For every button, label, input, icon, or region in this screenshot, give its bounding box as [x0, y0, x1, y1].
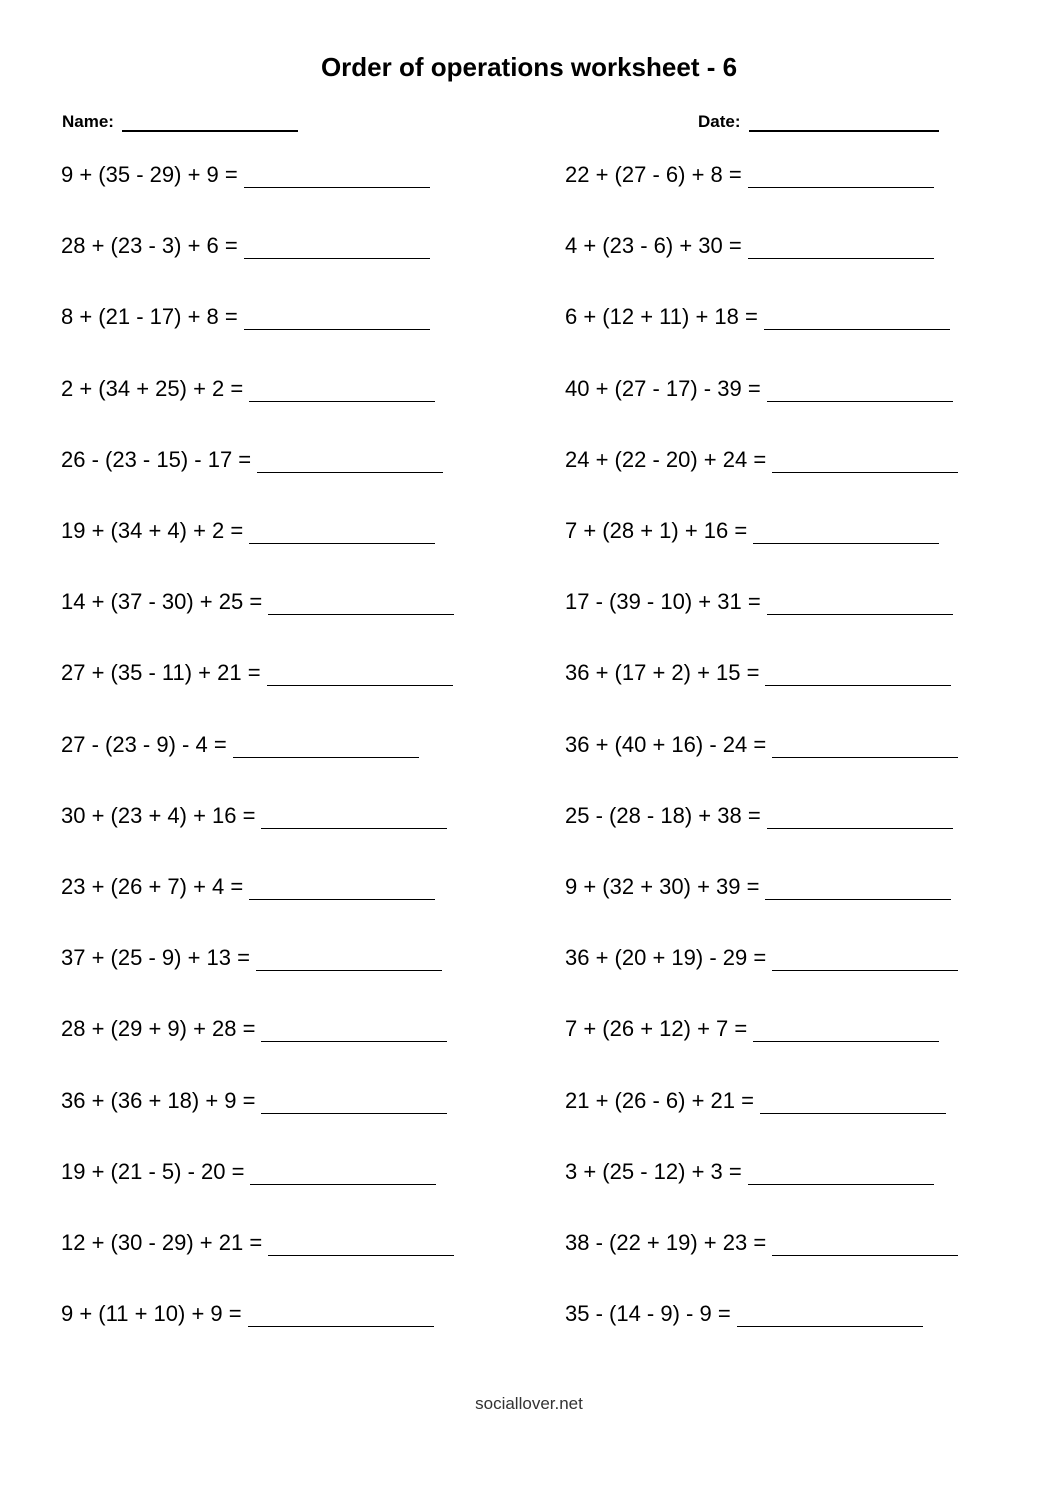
problem-expression: 23 + (26 + 7) + 4 = [61, 874, 244, 899]
problem-expression: 19 + (21 - 5) - 20 = [61, 1158, 245, 1184]
answer-blank[interactable] [249, 877, 435, 900]
problem-expression: 4 + (23 - 6) + 30 = [565, 233, 742, 259]
date-input-line[interactable] [749, 112, 939, 132]
answer-blank[interactable] [765, 877, 951, 900]
problem-row [61, 229, 430, 259]
page-title: Order of operations worksheet - 6 [320, 52, 738, 82]
answer-blank[interactable] [257, 450, 443, 473]
problem-expression: 2 + (34 + 25) + 2 = [61, 375, 244, 401]
answer-blank[interactable] [753, 1019, 939, 1042]
answer-blank[interactable] [772, 1233, 958, 1256]
problem-row [61, 585, 454, 615]
problem-expression: 36 + (20 + 19) - 29 = [565, 945, 767, 971]
answer-blank[interactable] [772, 948, 958, 971]
problem-row [61, 300, 430, 330]
answer-blank[interactable] [261, 1091, 447, 1114]
problem-row [61, 799, 447, 829]
problem-row [565, 728, 958, 758]
problem-expression: 36 + (17 + 2) + 15 = [565, 660, 760, 686]
problem-expression: 24 + (22 - 20) + 24 = [565, 446, 767, 472]
answer-blank[interactable] [764, 307, 950, 330]
answer-blank[interactable] [767, 379, 953, 402]
answer-blank[interactable] [250, 1162, 436, 1185]
problem-expression: 9 + (35 - 29) + 9 = [61, 162, 238, 187]
problem-row [565, 941, 958, 971]
answer-blank[interactable] [233, 735, 419, 758]
problem-expression: 7 + (28 + 1) + 16 = [565, 518, 748, 543]
footer-site: sociallover.net [475, 1394, 583, 1413]
problem-expression: 6 + (12 + 11) + 18 = [565, 304, 758, 330]
problem-expression: 17 - (39 - 10) + 31 = [565, 589, 761, 615]
answer-blank[interactable] [767, 806, 953, 829]
answer-blank[interactable] [767, 592, 953, 615]
problem-expression: 36 + (36 + 18) + 9 = [61, 1087, 256, 1113]
problem-expression: 38 - (22 + 19) + 23 = [565, 1230, 767, 1255]
problem-expression: 9 + (32 + 30) + 39 = [565, 874, 760, 899]
problem-row [61, 870, 435, 900]
problem-row [61, 443, 443, 473]
problem-row [565, 799, 953, 829]
date-field [698, 112, 939, 132]
answer-blank[interactable] [268, 1233, 454, 1256]
problem-row [565, 514, 939, 544]
problem-expression: 30 + (23 + 4) + 16 = [61, 802, 256, 828]
problem-expression: 7 + (26 + 12) + 7 = [565, 1016, 748, 1042]
problem-row [565, 158, 934, 188]
answer-blank[interactable] [256, 948, 442, 971]
problem-expression: 3 + (25 - 12) + 3 = [565, 1158, 742, 1184]
problem-expression: 25 - (28 - 18) + 38 = [565, 802, 761, 828]
problem-expression: 35 - (14 - 9) - 9 = [565, 1301, 731, 1327]
problem-row [61, 1012, 447, 1042]
answer-blank[interactable] [765, 663, 951, 686]
name-input-line[interactable] [122, 112, 298, 132]
problem-row [61, 656, 453, 686]
problem-row [61, 372, 435, 402]
answer-blank[interactable] [760, 1091, 946, 1114]
answer-blank[interactable] [737, 1304, 923, 1327]
answer-blank[interactable] [772, 735, 958, 758]
answer-blank[interactable] [244, 236, 430, 259]
problem-expression: 21 + (26 - 6) + 21 = [565, 1087, 754, 1113]
date-label: Date: [698, 112, 741, 131]
answer-blank[interactable] [244, 165, 430, 188]
name-field [62, 112, 298, 132]
problem-row [61, 728, 419, 758]
problem-row [565, 1297, 923, 1327]
problem-expression: 28 + (29 + 9) + 28 = [61, 1016, 256, 1042]
answer-blank[interactable] [267, 663, 453, 686]
problem-row [565, 372, 953, 402]
answer-blank[interactable] [244, 307, 430, 330]
problem-row [565, 656, 951, 686]
answer-blank[interactable] [249, 521, 435, 544]
problem-expression: 37 + (25 - 9) + 13 = [61, 945, 250, 971]
answer-blank[interactable] [261, 806, 447, 829]
problem-row [565, 300, 950, 330]
problem-row [565, 585, 953, 615]
problem-expression: 36 + (40 + 16) - 24 = [565, 731, 767, 757]
problem-expression: 19 + (34 + 4) + 2 = [61, 518, 244, 543]
problem-row [61, 514, 435, 544]
answer-blank[interactable] [748, 165, 934, 188]
problem-row [565, 1155, 934, 1185]
problem-row [61, 1297, 434, 1327]
answer-blank[interactable] [748, 236, 934, 259]
problem-expression: 12 + (30 - 29) + 21 = [61, 1230, 263, 1255]
problem-row [61, 1155, 436, 1185]
problem-expression: 27 + (35 - 11) + 21 = [61, 660, 261, 686]
problem-row [565, 1012, 939, 1042]
answer-blank[interactable] [772, 450, 958, 473]
name-label: Name: [62, 112, 114, 131]
problem-expression: 27 - (23 - 9) - 4 = [61, 731, 227, 757]
problem-expression: 22 + (27 - 6) + 8 = [565, 162, 742, 187]
problem-expression: 26 - (23 - 15) - 17 = [61, 446, 252, 472]
problem-row [61, 1084, 447, 1114]
problem-row [565, 229, 934, 259]
problem-expression: 9 + (11 + 10) + 9 = [61, 1301, 242, 1327]
answer-blank[interactable] [249, 379, 435, 402]
answer-blank[interactable] [748, 1162, 934, 1185]
problem-expression: 28 + (23 - 3) + 6 = [61, 233, 238, 259]
problem-expression: 40 + (27 - 17) - 39 = [565, 375, 761, 401]
answer-blank[interactable] [261, 1019, 447, 1042]
problem-expression: 8 + (21 - 17) + 8 = [61, 304, 238, 330]
problem-row [565, 870, 951, 900]
problem-row [61, 941, 442, 971]
problem-expression: 14 + (37 - 30) + 25 = [61, 589, 263, 615]
answer-blank[interactable] [268, 592, 454, 615]
problem-row [565, 1226, 958, 1256]
answer-blank[interactable] [753, 521, 939, 544]
problem-row [61, 158, 430, 188]
problem-row [565, 1084, 946, 1114]
problem-row [61, 1226, 454, 1256]
problem-row [565, 443, 958, 473]
answer-blank[interactable] [248, 1304, 434, 1327]
